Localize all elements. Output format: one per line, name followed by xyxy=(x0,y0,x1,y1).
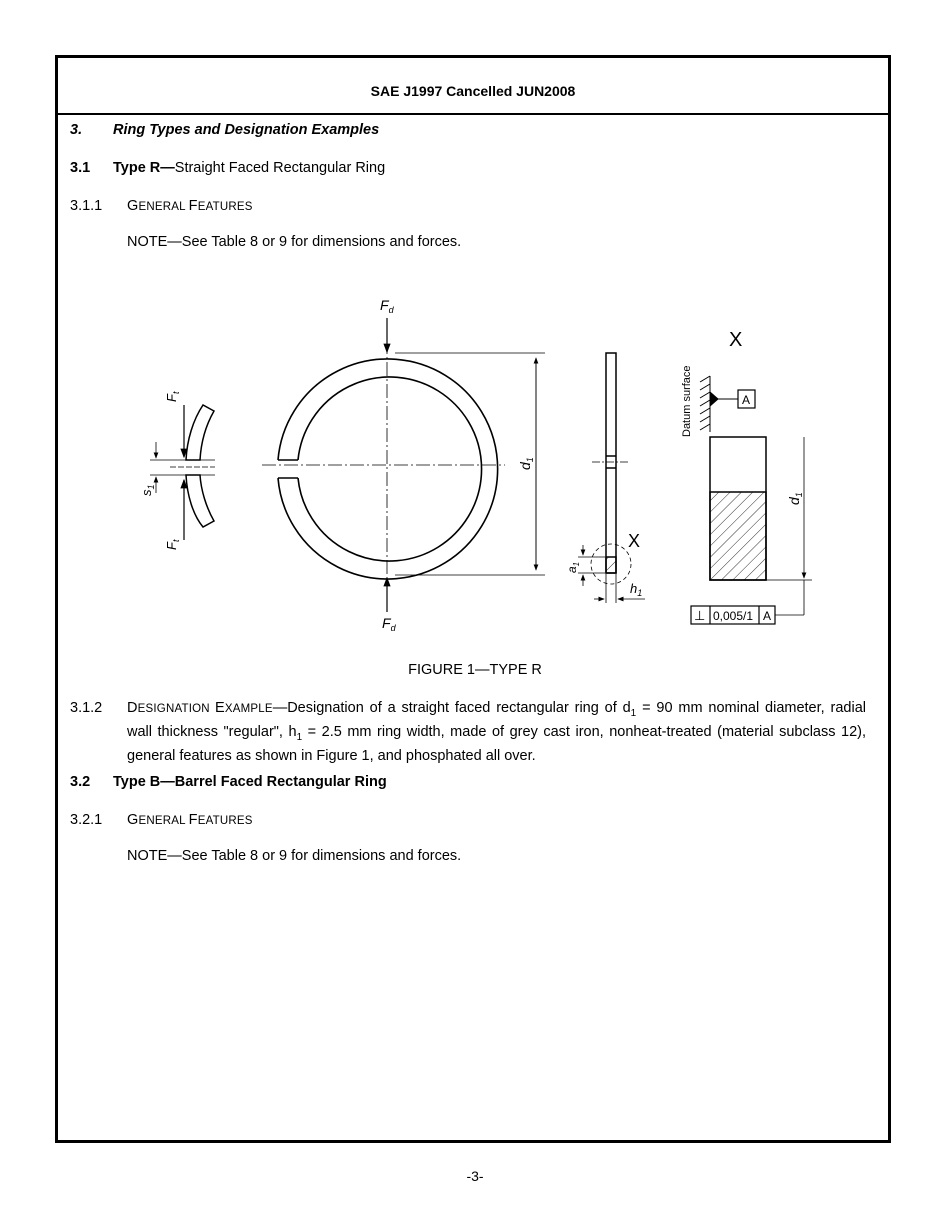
figure-1-caption: FIGURE 1—TYPE R xyxy=(408,662,542,678)
section-3-1-label: Type R— xyxy=(113,160,175,176)
detail-x-label: X xyxy=(628,531,641,551)
h1-label: $h_1$ xyxy=(630,581,643,598)
section-3-2-1-number: 3.2.1 xyxy=(70,812,103,828)
section-3-1-title: Straight Faced Rectangular Ring xyxy=(174,160,386,176)
fd-bottom-label: $F_d$ xyxy=(382,615,396,633)
section-3-1-2-title xyxy=(127,700,273,716)
ft-top-label: $F_t$ xyxy=(164,391,181,402)
datum-surface-label: Datum surface xyxy=(681,365,693,437)
section-3-1-2 xyxy=(70,699,867,766)
designation-text-c: = 2.5 mm ring width, made of grey cast iron, nonheat-treated (material subclass 12), general features as shown in Figure 1, and phosphated all over. xyxy=(127,723,867,764)
subscript: 1 xyxy=(630,707,637,719)
datum-a-label: A xyxy=(742,393,751,407)
section-3-2-title: Type B—Barrel Faced Rectangular Ring xyxy=(113,774,387,790)
cap-letter: F xyxy=(188,812,198,828)
ring-centerlines xyxy=(262,318,505,612)
tolerance-value: 0,005/1 xyxy=(713,609,754,623)
cap-letter: D xyxy=(127,700,138,716)
designation-text-a: —Designation of a straight faced rectangular ring of d xyxy=(272,700,631,716)
section-3-1-1-number: 3.1.1 xyxy=(70,198,103,214)
small-caps: EATURES xyxy=(197,201,253,213)
section-3-2-number: 3.2 xyxy=(70,774,91,790)
small-caps: ESIGNATION xyxy=(137,703,215,715)
section-3-1-2-number: 3.1.2 xyxy=(70,700,103,716)
ring-section-detail xyxy=(710,437,766,580)
s1-label: $s_1$ xyxy=(139,484,156,496)
small-caps: EATURES xyxy=(197,815,253,827)
d1-right-label: $d_1$ xyxy=(786,492,804,505)
small-caps: XAMPLE xyxy=(224,703,273,715)
section-3-title: Ring Types and Designation Examples xyxy=(113,122,380,138)
d1-right-dimension xyxy=(766,437,812,615)
section-3-2-1-title xyxy=(127,812,253,828)
tolerance-symbol: ⊥ xyxy=(694,608,706,623)
tolerance-ref: A xyxy=(763,609,772,623)
section-3-1-number: 3.1 xyxy=(70,160,91,176)
cap-letter: F xyxy=(188,198,198,214)
gap-detail xyxy=(186,405,214,527)
ring-main-view xyxy=(278,359,498,579)
gap-detail-lines xyxy=(150,442,215,493)
a1-label: $a_1$ xyxy=(565,561,581,573)
small-caps: ENERAL xyxy=(138,201,189,213)
fd-top-label: $F_d$ xyxy=(380,297,394,315)
header-title: SAE J1997 Cancelled JUN2008 xyxy=(370,82,576,99)
section-3-number: 3. xyxy=(70,122,83,138)
subscript: 1 xyxy=(296,731,303,743)
designation-text-b: = 90 mm nominal diameter, radial wall thickness "regular", h xyxy=(127,700,866,740)
ft-bottom-label: $F_t$ xyxy=(164,539,181,550)
d1-label: $d_1$ xyxy=(517,457,535,470)
ring-side-view xyxy=(606,353,616,573)
view-x-label: X xyxy=(729,329,743,351)
page-number: -3- xyxy=(466,1168,484,1184)
note-1: NOTE—See Table 8 or 9 for dimensions and forces. xyxy=(127,234,462,250)
small-caps: ENERAL xyxy=(138,815,189,827)
cap-letter: G xyxy=(127,812,139,828)
cap-letter: E xyxy=(214,700,225,716)
cap-letter: G xyxy=(127,198,139,214)
note-2: NOTE—See Table 8 or 9 for dimensions and forces. xyxy=(127,848,462,864)
